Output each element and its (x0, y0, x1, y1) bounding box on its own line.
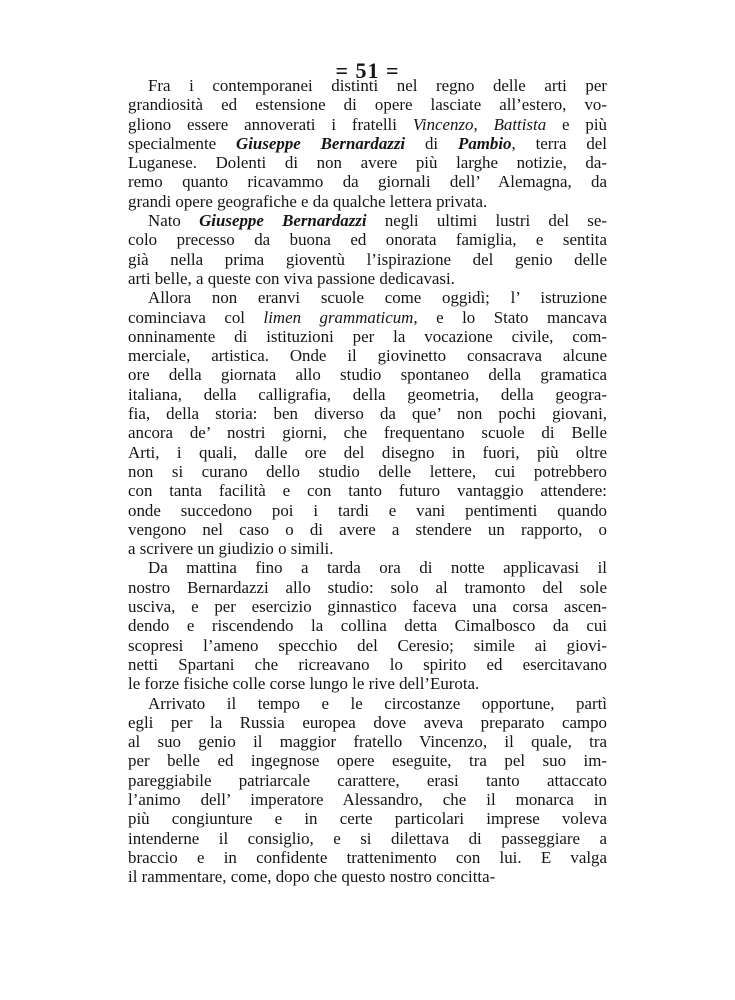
text-line: più congiunture e in certe particolari imprese voleva (128, 809, 607, 829)
text-line: con tanta facilità e con tanto futuro vantaggio attendere: (128, 481, 607, 501)
text-line: l’animo dell’ imperatore Alessandro, che il monarca in (128, 789, 607, 809)
text-line: pareggiabile patriarcale carattere, erasi tanto attaccato (128, 770, 607, 790)
text-line: non si curano dello studio delle lettere, cui potrebbero (128, 461, 607, 481)
text-line: gliono essere annoverati i fratelli Vincenzo, Battista e più (128, 114, 607, 134)
text-line: scopresi l’ameno specchio del Ceresio; simile ai giovi- (128, 635, 607, 655)
text-line: netti Spartani che ricreavano lo spirito ed esercitavano (128, 654, 607, 674)
text-line: a scrivere un giudizio o simili. (128, 539, 334, 559)
text-line: dendo e riscendendo la collina detta Cimalbosco da cui (128, 616, 607, 636)
text-line: colo precesso da buona ed onorata famiglia, e sentita (128, 230, 607, 250)
emphasized-name: Battista (493, 114, 547, 134)
text-line: grandi opere geografiche e da qualche lettera privata. (128, 191, 488, 211)
text-line: Arti, i quali, dalle ore del disegno in fuori, più oltre (128, 442, 607, 462)
text-line: onninamente di istituzioni per la vocazione civile, com- (128, 326, 607, 346)
text-line: grandiosità ed estensione di opere lasciate all’estero, vo- (128, 95, 607, 115)
text-line: italiana, della calligrafia, della geometria, della geogra- (128, 384, 607, 404)
emphasized-name: Giuseppe Bernardazzi (236, 133, 406, 153)
text-line: Nato Giuseppe Bernardazzi negli ultimi lustri del se- (148, 211, 607, 231)
text-line: ore della giornata allo studio spontaneo della gramatica (128, 365, 607, 385)
text-line: vengono nel caso o di avere a stendere un rapporto, o (128, 519, 607, 539)
text-line: remo quanto ricavammo da giornali dell’ Alemagna, da (128, 172, 607, 192)
text-line: ancora de’ nostri giorni, che frequentano scuole di Belle (128, 423, 607, 443)
text-line: arti belle, a queste con viva passione dedicavasi. (128, 268, 455, 288)
emphasized-name: Pambio (458, 133, 512, 153)
emphasized-name: limen grammaticum (263, 307, 414, 327)
text-line: usciva, e per esercizio ginnastico faceva una corsa ascen- (128, 597, 607, 617)
text-line: per belle ed ingegnose opere eseguite, tra pel suo im- (128, 751, 607, 771)
text-line: specialmente Giuseppe Bernardazzi di Pambio, terra del (128, 133, 607, 153)
emphasized-name: Vincenzo (412, 114, 474, 134)
text-line: già nella prima gioventù l’ispirazione del genio delle (128, 249, 607, 269)
text-line: egli per la Russia europea dove aveva preparato campo (128, 712, 607, 732)
text-line: le forze fisiche colle corse lungo le rive dell’Eurota. (128, 674, 480, 694)
text-line: Allora non eranvi scuole come oggidì; l’ istruzione (148, 288, 607, 308)
text-line: merciale, artistica. Onde il giovinetto consacrava alcune (128, 346, 607, 366)
text-line: Arrivato il tempo e le circostanze opportune, partì (148, 693, 607, 713)
text-line: nostro Bernardazzi allo studio: solo al tramonto del sole (128, 577, 607, 597)
emphasized-name: Giuseppe Bernardazzi (199, 211, 367, 231)
text-line: intenderne il consiglio, e si dilettava di passeggiare a (128, 828, 607, 848)
text-line: Fra i contemporanei distinti nel regno delle arti per (148, 76, 607, 95)
page-number: = 51 = (335, 58, 400, 83)
text-line: il rammentare, come, dopo che questo nostro concitta- (128, 867, 496, 887)
text-line: cominciava col limen grammaticum, e lo Stato mancava (128, 307, 607, 327)
text-line: fia, della storia: ben diverso da que’ non pochi giovani, (128, 404, 607, 424)
text-line: Da mattina fino a tarda ora di notte applicavasi il (148, 558, 607, 578)
text-line: onde succedono poi i tardi e vani pentimenti quando (128, 500, 607, 520)
text-line: al suo genio il maggior fratello Vincenzo, il quale, tra (128, 732, 607, 752)
text-line: braccio e in confidente trattenimento con lui. E valga (128, 847, 607, 867)
text-line: Luganese. Dolenti di non avere più larghe notizie, da- (128, 153, 607, 173)
body-text (128, 76, 607, 886)
